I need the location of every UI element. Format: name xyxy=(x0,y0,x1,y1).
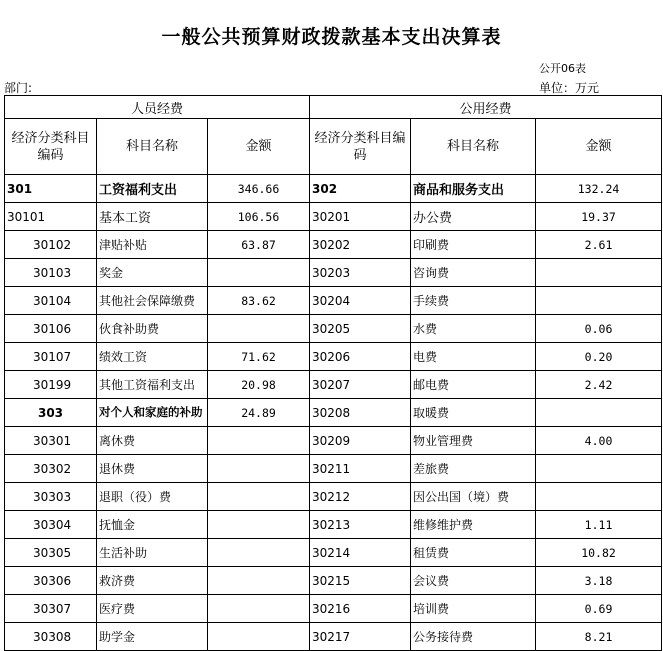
right-name-cell xyxy=(411,623,536,651)
right-code-cell-text: 30201 xyxy=(312,209,351,224)
left-code-cell-text: 30107 xyxy=(33,349,72,364)
right-name-cell xyxy=(411,483,536,511)
left-amount-cell xyxy=(208,399,310,427)
left-code-header: 经济分类科目编码 xyxy=(5,119,97,175)
right-name-header: 科目名称 xyxy=(411,119,536,175)
left-amount-cell xyxy=(208,287,310,315)
column-header-row xyxy=(5,119,662,175)
left-amount-cell-text: 71.62 xyxy=(241,349,276,364)
right-name-cell-text: 培训费 xyxy=(413,602,450,616)
left-amount-cell xyxy=(208,511,310,539)
right-name-cell xyxy=(411,371,536,399)
left-code-cell xyxy=(5,259,97,287)
left-amount-cell-text: 24.89 xyxy=(241,405,276,420)
right-code-cell xyxy=(310,427,411,455)
left-name-cell xyxy=(97,315,208,343)
right-name-cell-text: 电费 xyxy=(413,350,438,364)
right-code-cell xyxy=(310,455,411,483)
right-code-cell-text: 30207 xyxy=(312,377,351,392)
left-code-cell xyxy=(5,427,97,455)
right-amount-cell xyxy=(536,455,662,483)
left-name-header: 科目名称 xyxy=(97,119,208,175)
right-code-cell xyxy=(310,567,411,595)
right-amount-cell xyxy=(536,259,662,287)
left-code-cell xyxy=(5,623,97,651)
left-name-cell xyxy=(97,595,208,623)
table-row xyxy=(5,287,662,315)
left-code-cell-text: 30103 xyxy=(33,265,72,280)
right-name-cell xyxy=(411,231,536,259)
left-name-cell-text: 奖金 xyxy=(99,266,124,280)
left-amount-cell xyxy=(208,623,310,651)
left-name-cell-text: 其他社会保障缴费 xyxy=(99,294,196,308)
right-code-cell-text: 30213 xyxy=(312,517,351,532)
right-name-cell-text: 公务接待费 xyxy=(413,630,474,644)
right-code-cell xyxy=(310,175,411,203)
right-code-cell xyxy=(310,623,411,651)
right-name-cell-text: 邮电费 xyxy=(413,378,450,392)
table-row xyxy=(5,595,662,623)
right-code-cell-text: 30212 xyxy=(312,489,351,504)
right-name-cell-text: 会议费 xyxy=(413,574,450,588)
right-amount-cell xyxy=(536,511,662,539)
left-amount-cell xyxy=(208,539,310,567)
left-code-cell xyxy=(5,371,97,399)
right-name-cell-text: 商品和服务支出 xyxy=(413,183,505,198)
left-name-cell xyxy=(97,259,208,287)
left-name-cell xyxy=(97,175,208,203)
right-name-cell-text: 手续费 xyxy=(413,294,450,308)
expenditure-table xyxy=(4,95,662,651)
right-amount-cell-text: 19.37 xyxy=(581,209,616,224)
right-name-cell-text: 水费 xyxy=(413,322,438,336)
left-name-cell-text: 生活补助 xyxy=(99,546,148,560)
left-name-cell-text: 对个人和家庭的补助 xyxy=(99,405,203,419)
left-amount-cell-text: 83.62 xyxy=(241,293,276,308)
right-amount-cell-text: 2.61 xyxy=(584,237,613,252)
form-number: 公开06表 xyxy=(539,62,586,75)
left-amount-cell xyxy=(208,259,310,287)
left-code-cell xyxy=(5,175,97,203)
left-name-cell-text: 津贴补贴 xyxy=(99,238,148,252)
table-row xyxy=(5,343,662,371)
right-code-cell-text: 30209 xyxy=(312,433,351,448)
right-amount-cell-text: 2.42 xyxy=(584,377,613,392)
left-name-cell xyxy=(97,455,208,483)
left-code-cell-text: 30102 xyxy=(33,237,72,252)
left-name-cell-text: 救济费 xyxy=(99,574,136,588)
left-code-cell-text: 30307 xyxy=(33,601,72,616)
left-code-cell xyxy=(5,343,97,371)
right-code-cell xyxy=(310,315,411,343)
right-code-cell-text: 30216 xyxy=(312,601,351,616)
left-amount-header: 金额 xyxy=(208,119,310,175)
left-name-cell-text: 工资福利支出 xyxy=(99,183,178,198)
right-amount-cell-text: 3.18 xyxy=(584,573,613,588)
left-amount-cell xyxy=(208,203,310,231)
right-code-cell xyxy=(310,483,411,511)
left-name-cell xyxy=(97,371,208,399)
right-code-cell-text: 30215 xyxy=(312,573,351,588)
table-row xyxy=(5,371,662,399)
public-section-header: 公用经费 xyxy=(310,96,662,119)
right-amount-cell-text: 0.06 xyxy=(584,321,613,336)
right-name-cell-text: 取暖费 xyxy=(413,406,450,420)
right-amount-cell xyxy=(536,175,662,203)
right-code-cell-text: 30205 xyxy=(312,321,351,336)
right-name-cell xyxy=(411,567,536,595)
right-code-cell-text: 30202 xyxy=(312,237,351,252)
left-name-cell-text: 医疗费 xyxy=(99,602,136,616)
right-code-cell xyxy=(310,259,411,287)
left-amount-cell xyxy=(208,175,310,203)
right-amount-cell-text: 132.24 xyxy=(577,181,620,196)
left-code-cell-text: 30304 xyxy=(33,517,72,532)
right-amount-cell xyxy=(536,231,662,259)
right-amount-cell xyxy=(536,595,662,623)
left-amount-cell xyxy=(208,567,310,595)
left-code-cell-text: 30308 xyxy=(33,629,72,644)
right-code-cell xyxy=(310,343,411,371)
right-code-cell xyxy=(310,287,411,315)
department-label: 部门: xyxy=(4,81,33,95)
right-name-cell-text: 维修维护费 xyxy=(413,518,474,532)
right-code-cell-text: 302 xyxy=(312,181,338,196)
left-amount-cell xyxy=(208,455,310,483)
left-name-cell xyxy=(97,483,208,511)
table-row xyxy=(5,511,662,539)
left-name-cell-text: 抚恤金 xyxy=(99,518,136,532)
left-name-cell-text: 离休费 xyxy=(99,434,136,448)
right-amount-cell xyxy=(536,427,662,455)
left-code-cell-text: 30199 xyxy=(33,377,72,392)
right-amount-cell xyxy=(536,567,662,595)
left-name-cell-text: 绩效工资 xyxy=(99,350,148,364)
left-name-cell-text: 基本工资 xyxy=(99,211,152,226)
right-code-cell xyxy=(310,371,411,399)
table-row xyxy=(5,427,662,455)
right-amount-cell xyxy=(536,203,662,231)
right-name-cell-text: 印刷费 xyxy=(413,238,450,252)
right-amount-cell xyxy=(536,399,662,427)
right-name-cell-text: 咨询费 xyxy=(413,266,450,280)
right-name-cell xyxy=(411,175,536,203)
table-row xyxy=(5,455,662,483)
right-name-cell xyxy=(411,539,536,567)
left-name-cell xyxy=(97,623,208,651)
left-name-cell xyxy=(97,231,208,259)
table-row xyxy=(5,315,662,343)
right-name-cell xyxy=(411,315,536,343)
left-name-cell xyxy=(97,287,208,315)
right-amount-cell xyxy=(536,539,662,567)
table-row xyxy=(5,399,662,427)
left-code-cell xyxy=(5,511,97,539)
left-code-cell xyxy=(5,595,97,623)
left-amount-cell xyxy=(208,315,310,343)
right-amount-cell xyxy=(536,483,662,511)
right-amount-cell xyxy=(536,343,662,371)
right-name-cell xyxy=(411,511,536,539)
left-code-cell xyxy=(5,567,97,595)
right-amount-cell-text: 10.82 xyxy=(581,545,616,560)
right-code-cell xyxy=(310,539,411,567)
left-amount-cell xyxy=(208,371,310,399)
right-name-cell xyxy=(411,595,536,623)
left-name-cell-text: 其他工资福利支出 xyxy=(99,378,196,392)
right-amount-cell-text: 0.20 xyxy=(584,349,613,364)
left-amount-cell xyxy=(208,343,310,371)
right-amount-cell xyxy=(536,287,662,315)
left-code-cell xyxy=(5,287,97,315)
left-code-cell xyxy=(5,539,97,567)
right-amount-header: 金额 xyxy=(536,119,662,175)
right-code-cell-text: 30204 xyxy=(312,293,351,308)
left-code-cell-text: 30302 xyxy=(33,461,72,476)
right-amount-cell xyxy=(536,623,662,651)
left-amount-cell-text: 346.66 xyxy=(237,181,280,196)
left-amount-cell-text: 63.87 xyxy=(241,237,276,252)
left-name-cell xyxy=(97,427,208,455)
left-code-cell xyxy=(5,399,97,427)
left-code-cell xyxy=(5,455,97,483)
right-name-cell-text: 因公出国（境）费 xyxy=(413,490,510,504)
right-name-cell xyxy=(411,455,536,483)
table-row xyxy=(5,259,662,287)
left-code-cell xyxy=(5,203,97,231)
right-amount-cell-text: 1.11 xyxy=(584,517,613,532)
left-code-cell-text: 30101 xyxy=(7,209,46,224)
right-code-cell-text: 30217 xyxy=(312,629,351,644)
left-name-cell-text: 助学金 xyxy=(99,630,136,644)
right-amount-cell xyxy=(536,315,662,343)
right-name-cell-text: 办公费 xyxy=(413,211,453,226)
personnel-section-header: 人员经费 xyxy=(5,96,310,119)
left-code-cell xyxy=(5,231,97,259)
left-name-cell-text: 退休费 xyxy=(99,462,136,476)
left-name-cell-text: 伙食补助费 xyxy=(99,322,160,336)
left-code-cell-text: 30303 xyxy=(33,489,72,504)
right-code-cell-text: 30208 xyxy=(312,405,351,420)
right-amount-cell xyxy=(536,371,662,399)
left-amount-cell xyxy=(208,231,310,259)
table-row xyxy=(5,175,662,203)
right-code-cell xyxy=(310,595,411,623)
left-name-cell xyxy=(97,567,208,595)
right-name-cell xyxy=(411,287,536,315)
right-code-cell-text: 30206 xyxy=(312,349,351,364)
left-name-cell xyxy=(97,511,208,539)
left-name-cell xyxy=(97,539,208,567)
left-name-cell xyxy=(97,203,208,231)
right-name-cell-text: 物业管理费 xyxy=(413,434,474,448)
unit-label: 单位：万元 xyxy=(539,81,600,95)
table-row xyxy=(5,539,662,567)
left-code-cell-text: 30301 xyxy=(33,433,72,448)
right-code-cell xyxy=(310,511,411,539)
page-title: 一般公共预算财政拨款基本支出决算表 xyxy=(161,26,502,48)
left-name-cell xyxy=(97,343,208,371)
left-code-cell-text: 301 xyxy=(7,181,33,196)
left-code-cell-text: 30305 xyxy=(33,545,72,560)
table-row xyxy=(5,623,662,651)
right-name-cell xyxy=(411,427,536,455)
right-name-cell-text: 租赁费 xyxy=(413,546,450,560)
left-amount-cell xyxy=(208,595,310,623)
left-amount-cell-text: 20.98 xyxy=(241,377,276,392)
right-code-header: 经济分类科目编码 xyxy=(310,119,411,175)
table-row xyxy=(5,567,662,595)
section-header-row xyxy=(5,96,662,119)
table-row xyxy=(5,231,662,259)
left-name-cell xyxy=(97,399,208,427)
right-name-cell xyxy=(411,343,536,371)
right-amount-cell-text: 4.00 xyxy=(584,433,613,448)
right-name-cell xyxy=(411,399,536,427)
right-code-cell-text: 30211 xyxy=(312,461,351,476)
left-code-cell-text: 30106 xyxy=(33,321,72,336)
right-code-cell xyxy=(310,399,411,427)
table-row xyxy=(5,483,662,511)
left-amount-cell xyxy=(208,483,310,511)
left-code-cell-text: 30104 xyxy=(33,293,72,308)
right-amount-cell-text: 8.21 xyxy=(584,629,613,644)
right-code-cell-text: 30203 xyxy=(312,265,351,280)
table-row xyxy=(5,203,662,231)
right-name-cell xyxy=(411,203,536,231)
right-amount-cell-text: 0.69 xyxy=(584,601,613,616)
right-name-cell-text: 差旅费 xyxy=(413,462,450,476)
left-amount-cell-text: 106.56 xyxy=(237,209,280,224)
left-code-cell-text: 303 xyxy=(37,405,64,420)
left-code-cell xyxy=(5,315,97,343)
left-code-cell xyxy=(5,483,97,511)
right-name-cell xyxy=(411,259,536,287)
left-name-cell-text: 退职（役）费 xyxy=(99,490,172,504)
right-code-cell xyxy=(310,231,411,259)
left-code-cell-text: 30306 xyxy=(33,573,72,588)
right-code-cell xyxy=(310,203,411,231)
right-code-cell-text: 30214 xyxy=(312,545,351,560)
left-amount-cell xyxy=(208,427,310,455)
